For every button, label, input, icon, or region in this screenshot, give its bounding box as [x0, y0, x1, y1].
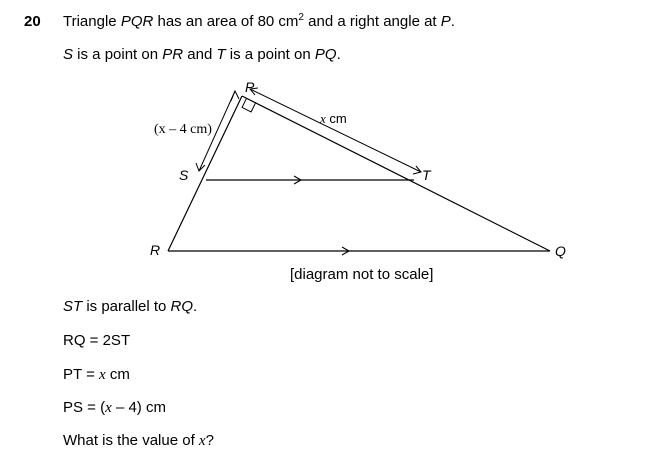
dimension-arrowhead-p-left — [231, 91, 239, 101]
dimension-line-pt — [250, 89, 421, 172]
label-ps-length: (x – 4 cm) — [154, 122, 212, 137]
label-q: Q — [555, 243, 566, 259]
statement-parallel: ST is parallel to RQ. — [63, 298, 198, 315]
side-pq — [242, 96, 550, 251]
statement-rq-equals: RQ = 2ST — [63, 332, 131, 349]
question-prompt: What is the value of x? — [63, 432, 214, 449]
question-intro-line: Triangle PQR has an area of 80 $cm^2$ and a right angle at P. — [63, 12, 455, 30]
label-s: S — [179, 167, 189, 183]
right-angle-marker — [242, 98, 256, 112]
statement-pt-equals: PT = x cm — [63, 366, 130, 383]
label-pt-length: x cm — [320, 111, 347, 126]
label-t: T — [422, 167, 431, 183]
label-p: P — [245, 79, 255, 95]
label-r: R — [150, 242, 161, 258]
diagram-caption: [diagram not to scale] — [290, 266, 434, 283]
question-number: 20 — [24, 13, 41, 30]
points-description-line: S is a point on PR and T is a point on PQ. — [63, 46, 341, 63]
statement-ps-equals: PS = (x – 4) cm — [63, 399, 166, 416]
